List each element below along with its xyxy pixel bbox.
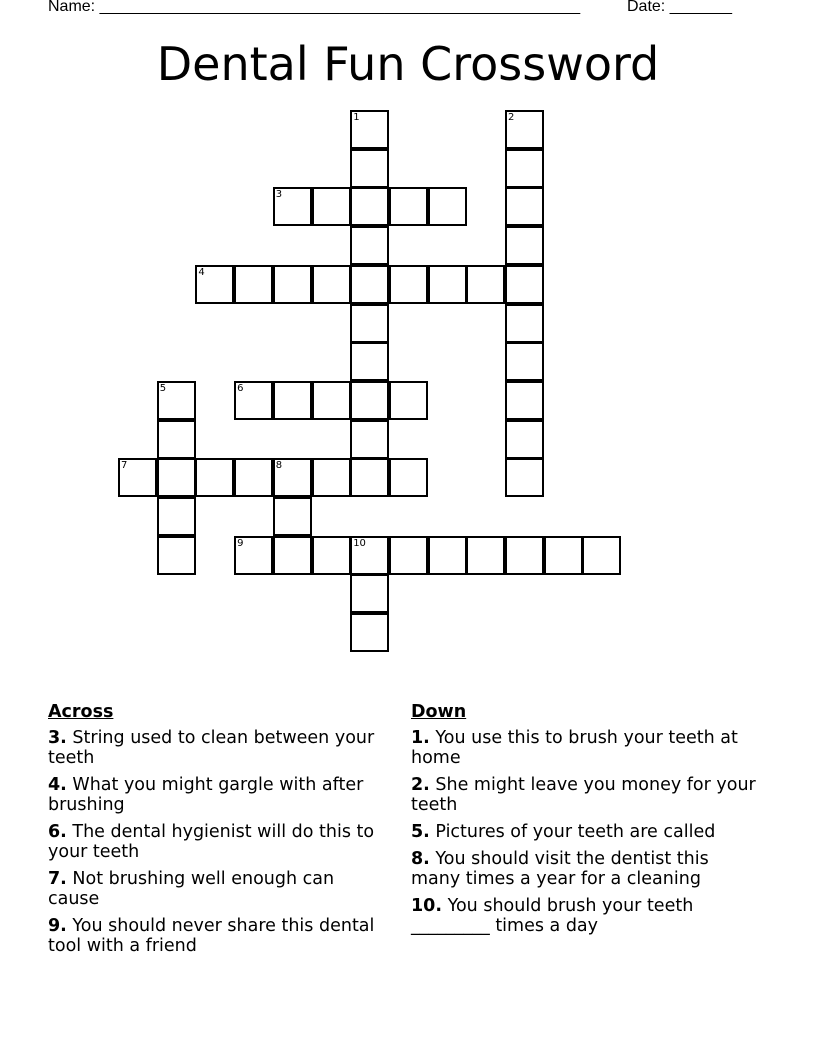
clue-item (411, 728, 761, 768)
clue-num: 10. (411, 896, 443, 916)
clue-item (411, 849, 761, 889)
clue-text: What you might gargle with after brushing (48, 775, 364, 815)
grid-cell[interactable] (157, 458, 196, 497)
grid-cell[interactable] (350, 226, 389, 265)
page-title: Dental Fun Crossword (156, 37, 660, 91)
grid-cell[interactable] (350, 420, 389, 459)
grid-cell[interactable] (389, 536, 428, 575)
grid-cell[interactable] (350, 265, 389, 304)
clue-number: 8 (275, 460, 283, 472)
grid-cell[interactable] (544, 536, 583, 575)
grid-cell[interactable] (505, 265, 544, 304)
clue-text: String used to clean between your teeth (48, 728, 375, 768)
grid-cell[interactable] (234, 381, 273, 420)
grid-cell[interactable] (350, 458, 389, 497)
clue-num: 4. (48, 775, 67, 795)
grid-cell[interactable] (350, 304, 389, 343)
across-heading: Across (48, 702, 114, 722)
grid-cell[interactable] (350, 187, 389, 226)
clue-item (48, 822, 388, 862)
across-clue-list (48, 728, 388, 956)
clue-item (411, 896, 761, 936)
grid-cell[interactable] (350, 110, 389, 149)
grid-cell[interactable] (350, 149, 389, 188)
grid-cell[interactable] (273, 497, 312, 536)
date-field-label: Date: _______ (627, 0, 732, 15)
clue-num: 3. (48, 728, 67, 748)
grid-cell[interactable] (350, 613, 389, 652)
grid-cell[interactable] (195, 265, 234, 304)
grid-cell[interactable] (428, 187, 467, 226)
grid-cell[interactable] (273, 187, 312, 226)
grid-cell[interactable] (505, 110, 544, 149)
grid-cell[interactable] (312, 536, 351, 575)
grid-cell[interactable] (466, 265, 505, 304)
clue-text: Not brushing well enough can cause (48, 869, 335, 909)
grid-cell[interactable] (273, 536, 312, 575)
down-clue-list (411, 728, 761, 936)
clue-item (48, 916, 388, 956)
grid-cell[interactable] (505, 226, 544, 265)
grid-cell[interactable] (157, 536, 196, 575)
grid-cell[interactable] (505, 536, 544, 575)
grid-cell[interactable] (273, 381, 312, 420)
grid-cell[interactable] (389, 265, 428, 304)
grid-cell[interactable] (157, 497, 196, 536)
clue-num: 1. (411, 728, 430, 748)
clue-text: You should never share this dental tool with a friend (48, 916, 375, 956)
clue-item (48, 728, 388, 768)
grid-cell[interactable] (505, 149, 544, 188)
grid-cell[interactable] (157, 381, 196, 420)
clue-number: 10 (353, 537, 366, 549)
grid-cell[interactable] (350, 536, 389, 575)
grid-cell[interactable] (466, 536, 505, 575)
grid-cell[interactable] (350, 381, 389, 420)
grid-cell[interactable] (312, 458, 351, 497)
clue-number: 6 (237, 382, 244, 394)
clue-num: 5. (411, 822, 430, 842)
clue-text: You use this to brush your teeth at home (411, 728, 738, 768)
grid-cell[interactable] (389, 381, 428, 420)
grid-cell[interactable] (234, 265, 273, 304)
clue-num: 8. (411, 849, 430, 869)
clue-item (411, 775, 761, 815)
clue-num: 9. (48, 916, 67, 936)
grid-cell[interactable] (505, 342, 544, 381)
clue-text: You should visit the dentist this many times a year for a cleaning (411, 849, 709, 889)
clue-number: 3 (275, 189, 283, 201)
grid-cell[interactable] (273, 458, 312, 497)
grid-cell[interactable] (234, 536, 273, 575)
down-heading: Down (411, 702, 467, 722)
clue-number: 7 (121, 460, 128, 472)
grid-cell[interactable] (195, 458, 234, 497)
grid-cell[interactable] (389, 458, 428, 497)
clue-number: 4 (198, 266, 205, 278)
grid-cell[interactable] (312, 265, 351, 304)
grid-cell[interactable] (505, 458, 544, 497)
grid-cell[interactable] (505, 381, 544, 420)
clue-text: The dental hygienist will do this to your teeth (48, 822, 375, 862)
clue-num: 6. (48, 822, 67, 842)
grid-cell[interactable] (505, 420, 544, 459)
grid-cell[interactable] (505, 304, 544, 343)
across-clues (48, 702, 388, 963)
grid-cell[interactable] (350, 342, 389, 381)
clue-item (48, 869, 388, 909)
down-clues (411, 702, 761, 943)
grid-cell[interactable] (505, 187, 544, 226)
grid-cell[interactable] (118, 458, 157, 497)
clue-number: 2 (508, 112, 515, 123)
grid-cell[interactable] (234, 458, 273, 497)
grid-cell[interactable] (157, 420, 196, 459)
clue-number: 9 (237, 537, 244, 549)
clue-number: 1 (353, 112, 360, 123)
grid-cell[interactable] (273, 265, 312, 304)
grid-cell[interactable] (312, 381, 351, 420)
clue-text: Pictures of your teeth are called (435, 822, 716, 842)
clue-number: 5 (159, 382, 167, 394)
grid-cell[interactable] (312, 187, 351, 226)
clue-item (48, 775, 388, 815)
grid-cell[interactable] (350, 574, 389, 613)
clue-num: 7. (48, 869, 67, 889)
grid-cell[interactable] (428, 265, 467, 304)
clue-num: 2. (411, 775, 430, 795)
grid-cell[interactable] (389, 187, 428, 226)
clue-item (411, 822, 761, 842)
grid-cell[interactable] (428, 536, 467, 575)
name-field-label: Name: ______________________________________________________ (48, 0, 581, 15)
clue-text: She might leave you money for your teeth (411, 775, 756, 815)
grid-cell[interactable] (582, 536, 621, 575)
clue-text: You should brush your teeth _________ times a day (411, 896, 694, 936)
